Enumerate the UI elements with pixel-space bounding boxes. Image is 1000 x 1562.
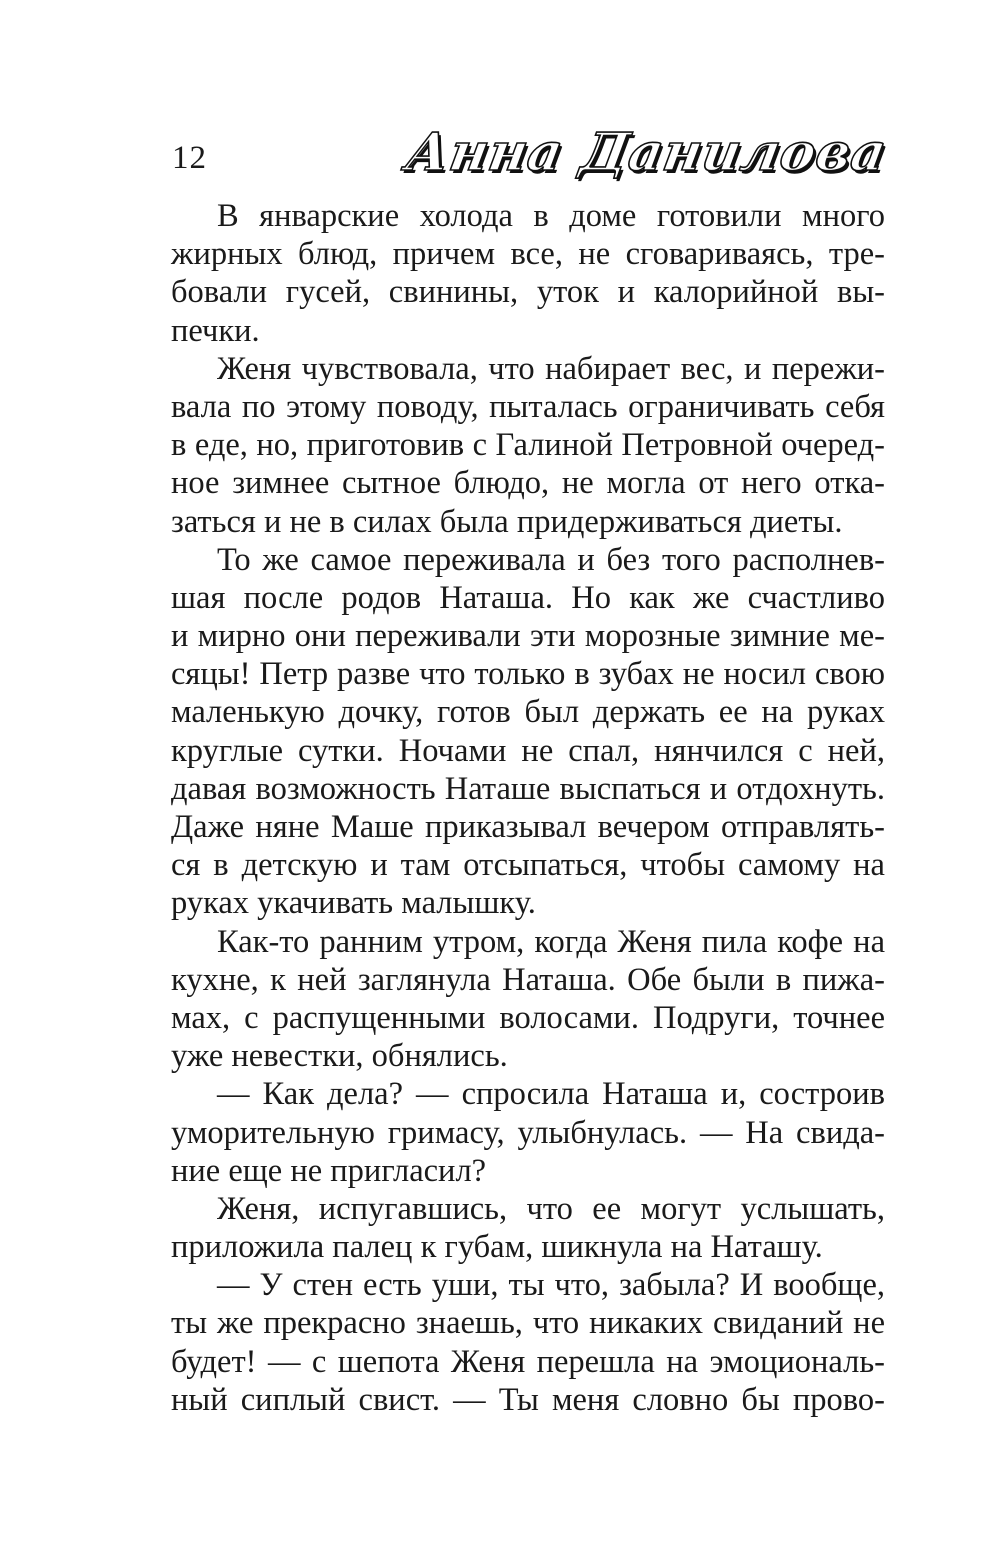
- text-line: ное зимнее сытное блюдо, не могла от него отка-: [171, 465, 885, 502]
- text-line: печки.: [171, 312, 260, 349]
- text-line: уже невестки, обнялись.: [171, 1038, 508, 1075]
- text-line: заться и не в силах была придерживаться диеты.: [171, 503, 843, 540]
- text-line: То же самое переживала и без того располнев-: [217, 541, 885, 578]
- text-line: — Как дела? — спросила Наташа и, состроив: [217, 1076, 885, 1113]
- text-line: кухне, к ней заглянула Наташа. Обе были в пижа-: [171, 961, 885, 998]
- text-line: Как-то ранним утром, когда Женя пила кофе на: [217, 923, 885, 960]
- text-line: В январские холода в доме готовили много: [217, 198, 885, 234]
- text-line: бовали гусей, свинины, уток и калорийной вы-: [171, 274, 885, 311]
- text-line: — У стен есть уши, ты что, забыла? И вообще,: [217, 1267, 885, 1304]
- text-line: сяцы! Петр разве что только в зубах не носил свою: [171, 656, 885, 693]
- text-line: ты же прекрасно знаешь, что никаких свиданий не: [171, 1305, 885, 1342]
- page-number: 12: [172, 140, 207, 176]
- text-line: Женя чувствовала, что набирает вес, и пережи-: [217, 350, 885, 387]
- text-line: ся в детскую и там отсыпаться, чтобы самому на: [171, 847, 885, 884]
- text-line: мах, с распущенными волосами. Подруги, точнее: [171, 999, 885, 1036]
- text-line: уморительную гримасу, улыбнулась. — На свида-: [171, 1114, 885, 1151]
- text-line: шая после родов Наташа. Но как же счастливо: [171, 579, 885, 616]
- text-line: давая возможность Наташе выспаться и отдохнуть.: [171, 770, 885, 807]
- text-line: в еде, но, приготовив с Галиной Петровной очеред-: [171, 427, 885, 464]
- text-line: жирных блюд, причем все, не сговариваясь, тре-: [171, 236, 885, 273]
- running-head: Анна Данилова: [401, 122, 892, 183]
- text-line: ный сиплый свист. — Ты меня словно бы прово-: [171, 1381, 885, 1418]
- text-line: приложила палец к губам, шикнула на Наташу.: [171, 1229, 823, 1266]
- text-line: маленькую дочку, готов был держать ее на руках: [171, 694, 885, 731]
- text-line: руках укачивать малышку.: [171, 885, 536, 922]
- text-line: Даже няне Маше приказывал вечером отправлять-: [171, 809, 885, 845]
- text-line: ние еще не пригласил?: [171, 1152, 487, 1189]
- text-line: и мирно они переживали эти морозные зимние ме-: [171, 618, 885, 655]
- text-line: круглые сутки. Ночами не спал, нянчился с ней,: [171, 732, 885, 769]
- text-line: будет! — с шепота Женя перешла на эмоциональ-: [171, 1343, 885, 1380]
- text-line: Женя, испугавшись, что ее могут услышать,: [217, 1190, 885, 1227]
- text-line: вала по этому поводу, пыталась ограничивать себя: [171, 388, 885, 425]
- body-text: [171, 197, 885, 1419]
